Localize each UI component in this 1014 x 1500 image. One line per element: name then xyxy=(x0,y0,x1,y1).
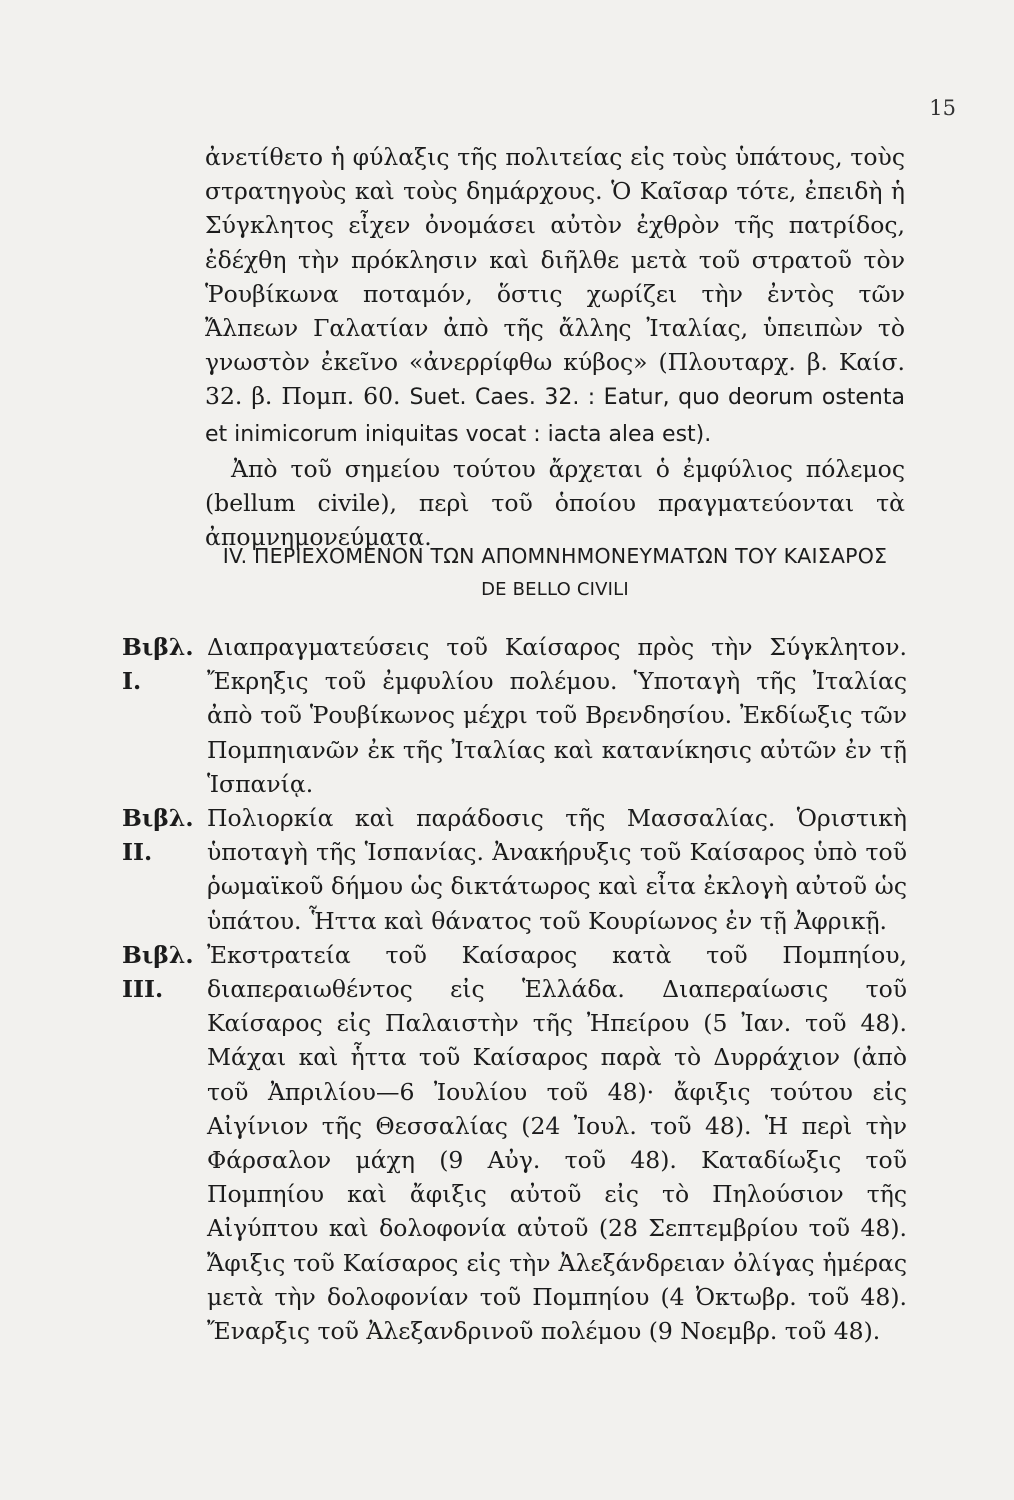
book-summary: Πολιορκία καὶ παράδοσις τῆς Μασσαλίας. Ὁριστικὴ ὑποταγὴ τῆς Ἱσπανίας. Ἀνακήρυξις τοῦ Καίσαρος ὑπὸ τοῦ ῥωμαϊκοῦ δήμου ὡς δικτάτωρος καὶ εἶτα ἐκλογὴ αὐτοῦ ὡς ὑπάτου. Ἧττα καὶ θάνατος τοῦ Κουρίωνος ἐν τῇ Ἀφρικῇ. xyxy=(207,804,907,935)
book-entry xyxy=(122,801,907,938)
page-number: 15 xyxy=(929,96,956,120)
book-summary: Ἐκστρατεία τοῦ Καίσαρος κατὰ τοῦ Πομπηίου, διαπεραιωθέντος εἰς Ἑλλάδα. Διαπεραίωσις τοῦ Καίσαρος εἰς Παλαιστὴν τῆς Ἠπείρου (5 Ἰαν. τοῦ 48). Μάχαι καὶ ἧττα τοῦ Καίσαρος παρὰ τὸ Δυρράχιον (ἀπὸ τοῦ Ἀπριλίου—6 Ἰουλίου τοῦ 48)· ἄφιξις τούτου εἰς Αἰγίνιον τῆς Θεσσαλίας (24 Ἰουλ. τοῦ 48). Ἡ περὶ τὴν Φάρσαλον μάχη (9 Αὐγ. τοῦ 48). Καταδίωξις τοῦ Πομπηίου καὶ ἄφιξις αὐτοῦ εἰς τὸ Πηλούσιον τῆς Αἰγύπτου καὶ δολοφονία αὐτοῦ (28 Σεπτεμβρίου τοῦ 48). Ἄφιξις τοῦ Καίσαρος εἰς τὴν Ἀλεξάνδρειαν ὀλίγας ἡμέρας μετὰ τὴν δολοφονίαν τοῦ Πομπηίου (4 Ὀκτωβρ. τοῦ 48). Ἔναρξις τοῦ Ἀλεξανδρινοῦ πολέμου (9 Νοεμβρ. τοῦ 48). xyxy=(207,940,907,1346)
book-label: Βιβλ. III. xyxy=(122,940,194,1004)
book-label: Βιβλ. I. xyxy=(122,633,194,696)
book-summary: Διαπραγματεύσεις τοῦ Καίσαρος πρὸς τὴν Σύγκλητον. Ἔκρηξις τοῦ ἐμφυλίου πολέμου. Ὑποταγὴ τῆς Ἰταλίας ἀπὸ τοῦ Ῥουβίκωνος μέχρι τοῦ Βρενδησίου. Ἐκδίωξις τῶν Πομπηιανῶν ἐκ τῆς Ἰταλίας καὶ κατανίκησις αὐτῶν ἐν τῇ Ἱσπανίᾳ. xyxy=(207,633,907,798)
book-label: Βιβλ. II. xyxy=(122,804,194,867)
paragraph-1-latin: Suet. Caes. 32. : Eatur, quo deorum ostenta et inimicorum iniquitas vocat : iacta alea est). xyxy=(205,385,905,447)
section-subtitle: DE BELLO CIVILI xyxy=(481,579,629,600)
book-summary-list xyxy=(122,630,907,1348)
paragraph-2: Ἀπὸ τοῦ σημείου τούτου ἄρχεται ὁ ἐμφύλιος πόλεμος (bellum civile), περὶ τοῦ ὁποίου πραγματεύονται τὰ ἀπομνημονεύματα. xyxy=(205,454,905,552)
book-entry xyxy=(122,938,907,1348)
body-text xyxy=(205,140,905,554)
paragraph-1 xyxy=(205,140,905,452)
section-title: IV. ΠΕΡΙΕΧΟΜΕΝΟΝ ΤΩΝ ΑΠΟΜΝΗΜΟΝΕΥΜΑΤΩΝ ΤΟΥ ΚΑΙΣΑΡΟΣ xyxy=(222,544,888,568)
section-heading xyxy=(205,540,905,606)
book-entry xyxy=(122,630,907,801)
paragraph-1-greek: ἀνετίθετο ἡ φύλαξις τῆς πολιτείας εἰς τοὺς ὑπάτους, τοὺς στρατηγοὺς καὶ τοὺς δημάρχους. Ὁ Καῖσαρ τότε, ἐπειδὴ ἡ Σύγκλητος εἶχεν ὀνομάσει αὐτὸν ἐχθρὸν τῆς πατρίδος, ἐδέχθη τὴν πρόκλησιν καὶ διῆλθε μετὰ τοῦ στρατοῦ τὸν Ῥουβίκωνα ποταμόν, ὅστις χωρίζει τὴν ἐντὸς τῶν Ἄλπεων Γαλατίαν ἀπὸ τῆς ἄλλης Ἰταλίας, ὑπειπὼν τὸ γνωστὸν ἐκεῖνο «ἀνερρίφθω κύβος» (Πλουταρχ. β. Καίσ. 32. β. Πομπ. 60. xyxy=(205,143,905,411)
